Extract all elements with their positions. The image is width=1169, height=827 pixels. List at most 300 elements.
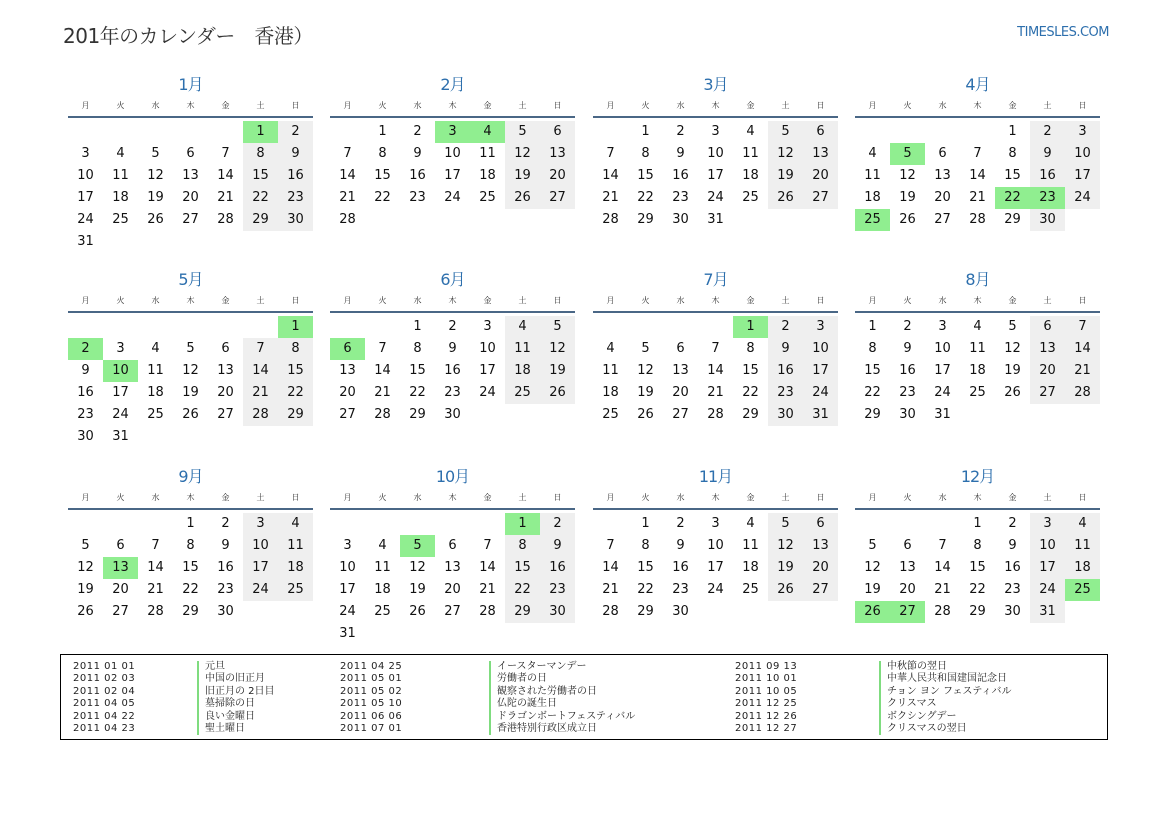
- day-cell-holiday[interactable]: 22: [995, 187, 1030, 209]
- day-cell[interactable]: 1: [1008, 124, 1017, 139]
- day-cell-holiday[interactable]: 27: [890, 601, 925, 623]
- day-cell[interactable]: 28: [479, 604, 496, 619]
- day-cell[interactable]: 7: [1065, 316, 1100, 338]
- day-cell[interactable]: 27: [803, 579, 838, 601]
- day-cell[interactable]: 23: [768, 382, 803, 404]
- day-cell[interactable]: 24: [243, 579, 278, 601]
- day-cell[interactable]: 8: [641, 538, 650, 553]
- day-cell[interactable]: 25: [112, 212, 129, 227]
- day-cell[interactable]: 2: [278, 121, 313, 143]
- day-cell[interactable]: 30: [540, 601, 575, 623]
- day-cell[interactable]: 1: [973, 516, 982, 531]
- day-cell[interactable]: 13: [217, 363, 234, 378]
- day-cell[interactable]: 8: [278, 338, 313, 360]
- day-cell[interactable]: 9: [1030, 143, 1065, 165]
- day-cell[interactable]: 4: [973, 319, 982, 334]
- day-cell[interactable]: 9: [676, 146, 685, 161]
- day-cell[interactable]: 3: [938, 319, 947, 334]
- day-cell[interactable]: 15: [409, 363, 426, 378]
- day-cell[interactable]: 20: [934, 190, 951, 205]
- day-cell[interactable]: 8: [378, 146, 387, 161]
- day-cell[interactable]: 19: [637, 385, 654, 400]
- day-cell[interactable]: 24: [77, 212, 94, 227]
- day-cell[interactable]: 21: [969, 190, 986, 205]
- day-cell[interactable]: 8: [746, 341, 755, 356]
- day-cell[interactable]: 14: [217, 168, 234, 183]
- day-cell[interactable]: 23: [278, 187, 313, 209]
- day-cell[interactable]: 23: [77, 407, 94, 422]
- day-cell[interactable]: 20: [217, 385, 234, 400]
- day-cell[interactable]: 9: [413, 146, 422, 161]
- day-cell[interactable]: 10: [444, 146, 461, 161]
- day-cell[interactable]: 30: [768, 404, 803, 426]
- day-cell[interactable]: 22: [278, 382, 313, 404]
- day-cell[interactable]: 13: [899, 560, 916, 575]
- day-cell[interactable]: 24: [479, 385, 496, 400]
- day-cell[interactable]: 17: [444, 168, 461, 183]
- day-cell[interactable]: 6: [938, 146, 947, 161]
- day-cell[interactable]: 6: [1030, 316, 1065, 338]
- day-cell[interactable]: 25: [278, 579, 313, 601]
- day-cell[interactable]: 12: [77, 560, 94, 575]
- day-cell[interactable]: 20: [339, 385, 356, 400]
- day-cell[interactable]: 20: [672, 385, 689, 400]
- day-cell[interactable]: 8: [186, 538, 195, 553]
- day-cell[interactable]: 18: [969, 363, 986, 378]
- day-cell[interactable]: 16: [540, 557, 575, 579]
- day-cell[interactable]: 29: [637, 212, 654, 227]
- day-cell[interactable]: 3: [483, 319, 492, 334]
- day-cell[interactable]: 28: [217, 212, 234, 227]
- day-cell[interactable]: 4: [746, 124, 755, 139]
- day-cell[interactable]: 4: [378, 538, 387, 553]
- day-cell[interactable]: 17: [243, 557, 278, 579]
- day-cell[interactable]: 19: [899, 190, 916, 205]
- day-cell[interactable]: 10: [934, 341, 951, 356]
- day-cell[interactable]: 4: [606, 341, 615, 356]
- day-cell[interactable]: 30: [1030, 209, 1065, 231]
- day-cell[interactable]: 21: [339, 190, 356, 205]
- day-cell[interactable]: 9: [768, 338, 803, 360]
- day-cell[interactable]: 14: [1065, 338, 1100, 360]
- day-cell[interactable]: 14: [602, 168, 619, 183]
- day-cell[interactable]: 5: [505, 121, 540, 143]
- day-cell[interactable]: 16: [899, 363, 916, 378]
- day-cell[interactable]: 15: [182, 560, 199, 575]
- day-cell[interactable]: 15: [637, 168, 654, 183]
- day-cell[interactable]: 6: [116, 538, 125, 553]
- day-cell[interactable]: 2: [413, 124, 422, 139]
- day-cell[interactable]: 14: [969, 168, 986, 183]
- day-cell[interactable]: 10: [77, 168, 94, 183]
- day-cell[interactable]: 12: [1004, 341, 1021, 356]
- day-cell[interactable]: 27: [803, 187, 838, 209]
- day-cell[interactable]: 13: [803, 143, 838, 165]
- day-cell[interactable]: 14: [243, 360, 278, 382]
- day-cell[interactable]: 18: [147, 385, 164, 400]
- day-cell[interactable]: 26: [637, 407, 654, 422]
- day-cell-holiday[interactable]: 1: [243, 121, 278, 143]
- day-cell[interactable]: 25: [374, 604, 391, 619]
- day-cell[interactable]: 29: [409, 407, 426, 422]
- day-cell[interactable]: 1: [641, 124, 650, 139]
- day-cell[interactable]: 16: [1004, 560, 1021, 575]
- day-cell[interactable]: 15: [505, 557, 540, 579]
- day-cell[interactable]: 26: [409, 604, 426, 619]
- day-cell[interactable]: 14: [602, 560, 619, 575]
- day-cell[interactable]: 30: [672, 212, 689, 227]
- day-cell[interactable]: 25: [969, 385, 986, 400]
- day-cell[interactable]: 23: [444, 385, 461, 400]
- day-cell[interactable]: 2: [448, 319, 457, 334]
- day-cell[interactable]: 1: [868, 319, 877, 334]
- day-cell[interactable]: 27: [934, 212, 951, 227]
- day-cell[interactable]: 13: [1030, 338, 1065, 360]
- day-cell[interactable]: 23: [1004, 582, 1021, 597]
- day-cell[interactable]: 29: [505, 601, 540, 623]
- day-cell[interactable]: 13: [339, 363, 356, 378]
- day-cell[interactable]: 5: [1008, 319, 1017, 334]
- day-cell[interactable]: 10: [1065, 143, 1100, 165]
- day-cell[interactable]: 18: [505, 360, 540, 382]
- day-cell[interactable]: 28: [934, 604, 951, 619]
- day-cell[interactable]: 26: [505, 187, 540, 209]
- day-cell[interactable]: 7: [221, 146, 230, 161]
- day-cell[interactable]: 31: [803, 404, 838, 426]
- day-cell[interactable]: 31: [707, 212, 724, 227]
- day-cell[interactable]: 1: [378, 124, 387, 139]
- day-cell[interactable]: 5: [768, 121, 803, 143]
- day-cell[interactable]: 2: [903, 319, 912, 334]
- day-cell[interactable]: 5: [151, 146, 160, 161]
- day-cell[interactable]: 27: [112, 604, 129, 619]
- day-cell[interactable]: 7: [343, 146, 352, 161]
- day-cell[interactable]: 17: [77, 190, 94, 205]
- day-cell[interactable]: 2: [676, 516, 685, 531]
- day-cell[interactable]: 13: [182, 168, 199, 183]
- day-cell[interactable]: 20: [803, 557, 838, 579]
- day-cell[interactable]: 7: [243, 338, 278, 360]
- day-cell[interactable]: 12: [768, 143, 803, 165]
- day-cell[interactable]: 11: [278, 535, 313, 557]
- day-cell[interactable]: 30: [1004, 604, 1021, 619]
- day-cell[interactable]: 24: [803, 382, 838, 404]
- day-cell[interactable]: 26: [899, 212, 916, 227]
- day-cell[interactable]: 12: [182, 363, 199, 378]
- day-cell[interactable]: 28: [243, 404, 278, 426]
- day-cell[interactable]: 14: [479, 560, 496, 575]
- day-cell[interactable]: 21: [602, 190, 619, 205]
- day-cell[interactable]: 30: [217, 604, 234, 619]
- day-cell-holiday[interactable]: 2: [68, 338, 103, 360]
- day-cell[interactable]: 28: [339, 212, 356, 227]
- day-cell[interactable]: 11: [374, 560, 391, 575]
- day-cell[interactable]: 18: [742, 168, 759, 183]
- day-cell[interactable]: 22: [243, 187, 278, 209]
- day-cell[interactable]: 7: [938, 538, 947, 553]
- day-cell[interactable]: 28: [147, 604, 164, 619]
- day-cell[interactable]: 14: [339, 168, 356, 183]
- day-cell[interactable]: 27: [1030, 382, 1065, 404]
- day-cell[interactable]: 29: [969, 604, 986, 619]
- day-cell[interactable]: 30: [278, 209, 313, 231]
- day-cell-holiday[interactable]: 10: [103, 360, 138, 382]
- day-cell[interactable]: 27: [444, 604, 461, 619]
- day-cell[interactable]: 15: [278, 360, 313, 382]
- day-cell[interactable]: 4: [116, 146, 125, 161]
- day-cell[interactable]: 19: [1004, 363, 1021, 378]
- day-cell-holiday[interactable]: 4: [470, 121, 505, 143]
- day-cell[interactable]: 12: [637, 363, 654, 378]
- day-cell[interactable]: 17: [707, 560, 724, 575]
- day-cell[interactable]: 3: [803, 316, 838, 338]
- day-cell[interactable]: 24: [444, 190, 461, 205]
- day-cell[interactable]: 13: [934, 168, 951, 183]
- day-cell[interactable]: 11: [112, 168, 129, 183]
- day-cell[interactable]: 22: [637, 190, 654, 205]
- day-cell[interactable]: 21: [217, 190, 234, 205]
- day-cell[interactable]: 27: [182, 212, 199, 227]
- day-cell[interactable]: 22: [409, 385, 426, 400]
- day-cell[interactable]: 11: [479, 146, 496, 161]
- day-cell[interactable]: 6: [803, 513, 838, 535]
- day-cell[interactable]: 13: [540, 143, 575, 165]
- day-cell[interactable]: 13: [672, 363, 689, 378]
- day-cell[interactable]: 15: [742, 363, 759, 378]
- day-cell[interactable]: 23: [672, 190, 689, 205]
- day-cell[interactable]: 2: [221, 516, 230, 531]
- day-cell[interactable]: 31: [934, 407, 951, 422]
- day-cell[interactable]: 19: [147, 190, 164, 205]
- day-cell[interactable]: 21: [707, 385, 724, 400]
- day-cell[interactable]: 29: [864, 407, 881, 422]
- day-cell-holiday[interactable]: 25: [855, 209, 890, 231]
- day-cell[interactable]: 3: [343, 538, 352, 553]
- day-cell[interactable]: 23: [899, 385, 916, 400]
- day-cell[interactable]: 3: [1065, 121, 1100, 143]
- day-cell[interactable]: 21: [243, 382, 278, 404]
- day-cell[interactable]: 29: [1004, 212, 1021, 227]
- day-cell[interactable]: 6: [903, 538, 912, 553]
- day-cell[interactable]: 21: [374, 385, 391, 400]
- day-cell[interactable]: 22: [864, 385, 881, 400]
- day-cell[interactable]: 18: [479, 168, 496, 183]
- day-cell[interactable]: 20: [182, 190, 199, 205]
- day-cell[interactable]: 23: [409, 190, 426, 205]
- day-cell[interactable]: 21: [1065, 360, 1100, 382]
- day-cell[interactable]: 3: [116, 341, 125, 356]
- day-cell[interactable]: 24: [707, 582, 724, 597]
- day-cell[interactable]: 17: [707, 168, 724, 183]
- day-cell[interactable]: 18: [742, 560, 759, 575]
- day-cell[interactable]: 29: [637, 604, 654, 619]
- day-cell[interactable]: 15: [864, 363, 881, 378]
- day-cell[interactable]: 13: [803, 535, 838, 557]
- day-cell[interactable]: 25: [742, 190, 759, 205]
- day-cell[interactable]: 3: [711, 516, 720, 531]
- day-cell[interactable]: 10: [707, 146, 724, 161]
- day-cell-holiday[interactable]: 3: [435, 121, 470, 143]
- day-cell[interactable]: 16: [672, 560, 689, 575]
- day-cell[interactable]: 1: [641, 516, 650, 531]
- day-cell[interactable]: 7: [378, 341, 387, 356]
- day-cell[interactable]: 4: [746, 516, 755, 531]
- day-cell[interactable]: 10: [803, 338, 838, 360]
- day-cell[interactable]: 12: [409, 560, 426, 575]
- day-cell[interactable]: 16: [409, 168, 426, 183]
- day-cell[interactable]: 21: [479, 582, 496, 597]
- day-cell[interactable]: 20: [899, 582, 916, 597]
- day-cell[interactable]: 17: [1030, 557, 1065, 579]
- day-cell[interactable]: 22: [182, 582, 199, 597]
- day-cell[interactable]: 19: [864, 582, 881, 597]
- day-cell[interactable]: 4: [151, 341, 160, 356]
- day-cell[interactable]: 16: [444, 363, 461, 378]
- day-cell-holiday[interactable]: 5: [400, 535, 435, 557]
- day-cell[interactable]: 14: [707, 363, 724, 378]
- day-cell[interactable]: 12: [899, 168, 916, 183]
- day-cell[interactable]: 4: [278, 513, 313, 535]
- day-cell[interactable]: 31: [1030, 601, 1065, 623]
- day-cell[interactable]: 29: [278, 404, 313, 426]
- day-cell[interactable]: 12: [864, 560, 881, 575]
- day-cell[interactable]: 26: [147, 212, 164, 227]
- day-cell[interactable]: 4: [868, 146, 877, 161]
- day-cell[interactable]: 27: [672, 407, 689, 422]
- day-cell[interactable]: 3: [711, 124, 720, 139]
- day-cell[interactable]: 27: [339, 407, 356, 422]
- day-cell[interactable]: 19: [77, 582, 94, 597]
- day-cell[interactable]: 11: [742, 538, 759, 553]
- day-cell[interactable]: 15: [969, 560, 986, 575]
- day-cell[interactable]: 12: [505, 143, 540, 165]
- day-cell[interactable]: 7: [151, 538, 160, 553]
- day-cell[interactable]: 1: [186, 516, 195, 531]
- day-cell[interactable]: 5: [868, 538, 877, 553]
- day-cell[interactable]: 15: [374, 168, 391, 183]
- day-cell[interactable]: 10: [339, 560, 356, 575]
- day-cell[interactable]: 22: [742, 385, 759, 400]
- brand-logo[interactable]: TIMESLES.COM: [1017, 25, 1109, 40]
- day-cell[interactable]: 12: [768, 535, 803, 557]
- day-cell[interactable]: 28: [1065, 382, 1100, 404]
- day-cell[interactable]: 20: [803, 165, 838, 187]
- day-cell[interactable]: 9: [540, 535, 575, 557]
- day-cell-holiday[interactable]: 26: [855, 601, 890, 623]
- day-cell[interactable]: 22: [374, 190, 391, 205]
- day-cell[interactable]: 23: [540, 579, 575, 601]
- day-cell[interactable]: 8: [413, 341, 422, 356]
- day-cell[interactable]: 21: [934, 582, 951, 597]
- day-cell[interactable]: 6: [186, 146, 195, 161]
- day-cell[interactable]: 13: [444, 560, 461, 575]
- day-cell[interactable]: 26: [1004, 385, 1021, 400]
- day-cell[interactable]: 19: [768, 557, 803, 579]
- day-cell[interactable]: 26: [77, 604, 94, 619]
- day-cell[interactable]: 6: [221, 341, 230, 356]
- day-cell[interactable]: 16: [278, 165, 313, 187]
- day-cell[interactable]: 19: [182, 385, 199, 400]
- day-cell[interactable]: 5: [540, 316, 575, 338]
- day-cell-holiday[interactable]: 1: [278, 316, 313, 338]
- day-cell[interactable]: 25: [742, 582, 759, 597]
- day-cell[interactable]: 23: [217, 582, 234, 597]
- day-cell[interactable]: 20: [444, 582, 461, 597]
- day-cell[interactable]: 12: [540, 338, 575, 360]
- day-cell[interactable]: 11: [147, 363, 164, 378]
- day-cell[interactable]: 11: [1065, 535, 1100, 557]
- day-cell[interactable]: 6: [448, 538, 457, 553]
- day-cell[interactable]: 31: [77, 234, 94, 249]
- day-cell[interactable]: 8: [973, 538, 982, 553]
- day-cell[interactable]: 27: [217, 407, 234, 422]
- day-cell[interactable]: 5: [186, 341, 195, 356]
- day-cell[interactable]: 7: [973, 146, 982, 161]
- day-cell[interactable]: 1: [413, 319, 422, 334]
- day-cell[interactable]: 25: [147, 407, 164, 422]
- day-cell[interactable]: 24: [1030, 579, 1065, 601]
- day-cell[interactable]: 26: [540, 382, 575, 404]
- day-cell[interactable]: 24: [112, 407, 129, 422]
- day-cell[interactable]: 6: [540, 121, 575, 143]
- day-cell[interactable]: 3: [243, 513, 278, 535]
- day-cell[interactable]: 7: [711, 341, 720, 356]
- day-cell-holiday[interactable]: 13: [103, 557, 138, 579]
- day-cell[interactable]: 28: [374, 407, 391, 422]
- day-cell[interactable]: 7: [606, 146, 615, 161]
- day-cell[interactable]: 3: [81, 146, 90, 161]
- day-cell[interactable]: 7: [483, 538, 492, 553]
- day-cell[interactable]: 17: [479, 363, 496, 378]
- day-cell-holiday[interactable]: 5: [890, 143, 925, 165]
- day-cell[interactable]: 30: [899, 407, 916, 422]
- day-cell[interactable]: 14: [374, 363, 391, 378]
- day-cell[interactable]: 11: [742, 146, 759, 161]
- day-cell[interactable]: 23: [672, 582, 689, 597]
- day-cell[interactable]: 5: [81, 538, 90, 553]
- day-cell[interactable]: 18: [278, 557, 313, 579]
- day-cell[interactable]: 8: [505, 535, 540, 557]
- day-cell[interactable]: 9: [221, 538, 230, 553]
- day-cell[interactable]: 28: [969, 212, 986, 227]
- day-cell[interactable]: 15: [637, 560, 654, 575]
- day-cell[interactable]: 26: [768, 579, 803, 601]
- day-cell[interactable]: 9: [676, 538, 685, 553]
- day-cell[interactable]: 19: [768, 165, 803, 187]
- day-cell[interactable]: 28: [602, 604, 619, 619]
- day-cell[interactable]: 26: [182, 407, 199, 422]
- day-cell[interactable]: 8: [868, 341, 877, 356]
- day-cell[interactable]: 18: [864, 190, 881, 205]
- day-cell[interactable]: 25: [505, 382, 540, 404]
- day-cell[interactable]: 2: [1030, 121, 1065, 143]
- day-cell[interactable]: 20: [540, 165, 575, 187]
- day-cell[interactable]: 2: [1008, 516, 1017, 531]
- day-cell[interactable]: 12: [147, 168, 164, 183]
- day-cell[interactable]: 24: [934, 385, 951, 400]
- day-cell[interactable]: 29: [182, 604, 199, 619]
- day-cell[interactable]: 5: [768, 513, 803, 535]
- day-cell[interactable]: 17: [934, 363, 951, 378]
- day-cell[interactable]: 3: [1030, 513, 1065, 535]
- day-cell[interactable]: 17: [803, 360, 838, 382]
- day-cell[interactable]: 9: [278, 143, 313, 165]
- day-cell[interactable]: 22: [969, 582, 986, 597]
- day-cell-holiday[interactable]: 23: [1030, 187, 1065, 209]
- day-cell[interactable]: 16: [672, 168, 689, 183]
- day-cell[interactable]: 10: [479, 341, 496, 356]
- day-cell[interactable]: 29: [742, 407, 759, 422]
